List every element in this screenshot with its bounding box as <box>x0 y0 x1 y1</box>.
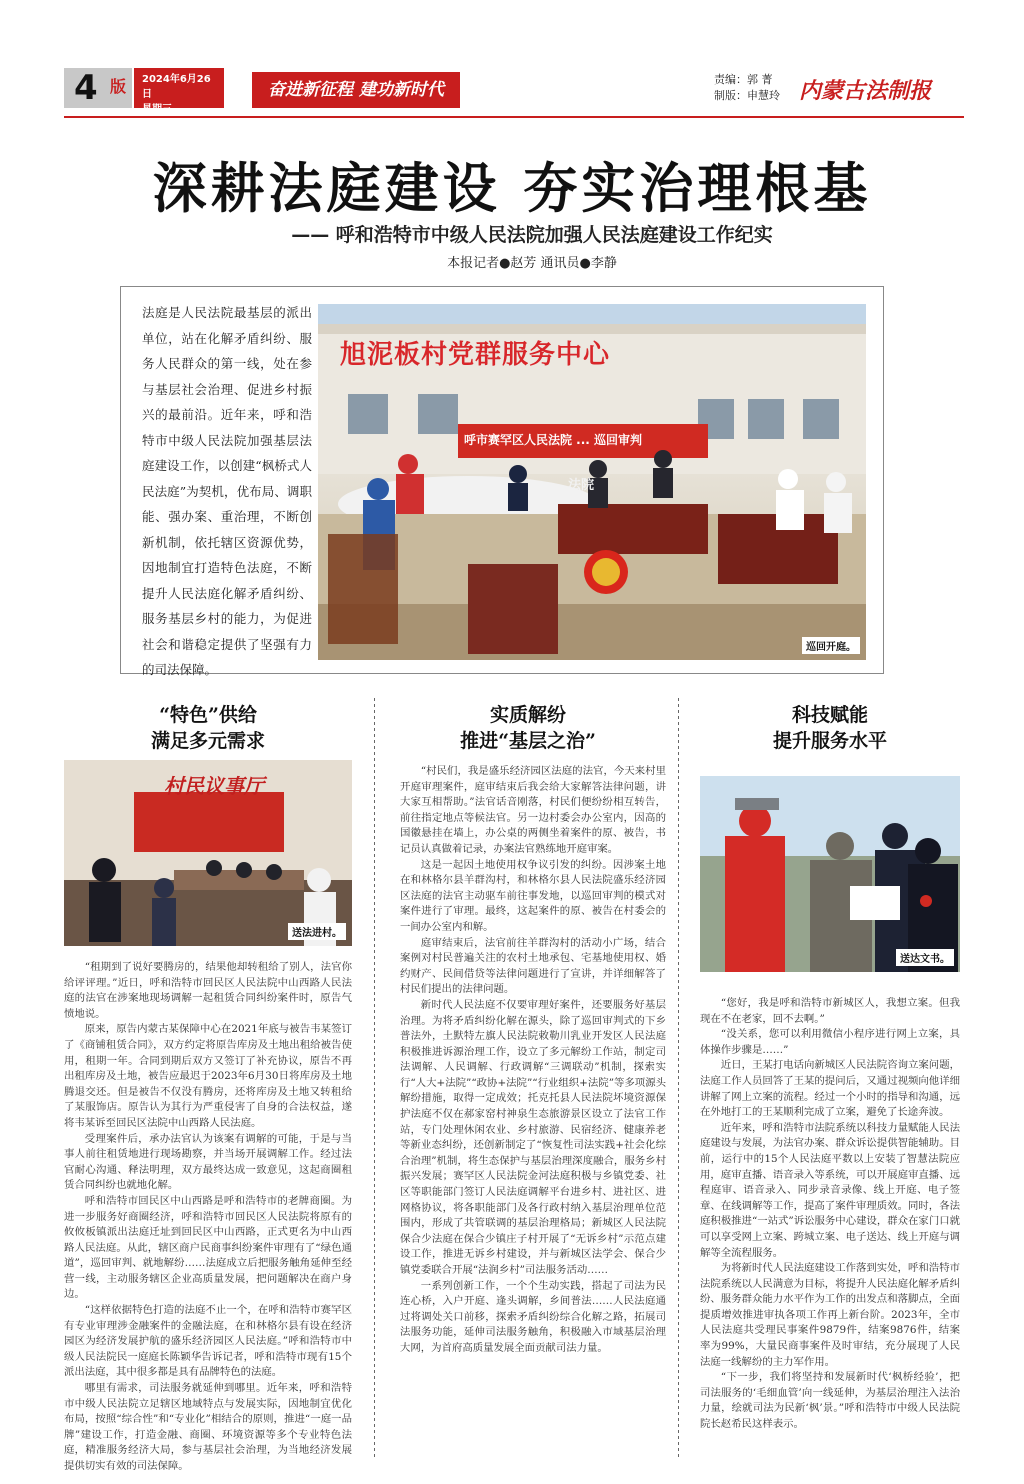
editor-name: 责编：郭 菁 <box>714 73 773 86</box>
page-number: 4 <box>74 68 98 108</box>
article-byline: 本报记者●赵芳 通讯员●李静 <box>447 256 617 271</box>
column-divider-2 <box>678 698 679 1458</box>
paragraph: “租期到了说好要腾房的，结果他却转租给了别人，法官你给评评理。”近日，呼和浩特市回民区人民法院中山西路人民法庭的法官在涉案地现场调解一起租赁合同纠纷案件时，原告气愤地说。 <box>64 961 352 1020</box>
article-subtitle: —— 呼和浩特市中级人民法院加强人民法庭建设工作纪实 <box>291 224 773 246</box>
section-heading-line1: 实质解纷 <box>489 704 566 726</box>
photo-hall-sign: 村民议事厅 <box>164 774 264 798</box>
producer-name: 制版：申慧玲 <box>714 89 780 102</box>
section-heading-resolution <box>390 702 666 754</box>
header-rule <box>64 116 964 118</box>
section-heading-technology <box>700 702 960 754</box>
page-suffix: 版 <box>110 77 127 96</box>
section-heading-line2: 推进“基层之治” <box>460 730 596 752</box>
photo-circuit-trial <box>318 304 866 660</box>
paragraph: “没关系，您可以利用微信小程序进行网上立案，具体操作步骤是……” <box>700 1028 960 1056</box>
section-body-special <box>64 960 352 1475</box>
paragraph: 受理案件后，承办法官认为该案有调解的可能，于是与当事人前往租赁地进行现场勘察，并当场开展调解工作。经过法官耐心沟通、释法明理，双方最终达成一致意见，这起商圈租赁合同纠纷也就地化解。 <box>64 1132 352 1192</box>
paragraph: “村民们，我是盛乐经济园区法庭的法官，今天来村里开庭审理案件，庭审结束后我会给大家解答法律问题，讲大家互相帮助。”法官话音刚落，村民们便纷纷相互转告，前往指定地点等候法官。另一边村委会办公室内，因高的国徽悬挂在墙上，办公桌的两侧坐着案件的原、被告，书记员认真做着记录，办案法官熟练地开庭审案。 <box>400 765 666 855</box>
section-heading-line2: 提升服务水平 <box>772 730 887 752</box>
intro-text: 法庭是人民法院最基层的派出单位，站在化解矛盾纠纷、服务人民群众的第一线，处在参与基层社会治理、促进乡村振兴的最前沿。近年来，呼和浩特市中级人民法院加强基层法庭建设工作，以创建“枫桥式人民法庭”为契机，优布局、调职能、强办案、重治理，不断创新机制，依托辖区资源优势，因地制宜打造特色法庭，不断提升人民法庭化解矛盾纠纷、服务基层乡村的能力，为促进社会和谐稳定提供了坚强有力的司法保障。 <box>142 305 312 677</box>
paragraph: 一系列创新工作，一个个生动实践，搭起了司法为民连心桥，入户开庭、逢头调解，乡间普法……人民法庭通过将调处关口前移，探索矛盾纠纷综合化解之路，拓展司法服务功能，延伸司法服务触角，积极融入市域基层治理大网，为首府高质量发展全面贡献司法力量。 <box>400 1279 666 1354</box>
paragraph: 近日，王某打电话向新城区人民法院咨询立案问题，法庭工作人员回答了王某的提问后，又通过视频向他详细讲解了网上立案的流程。经过一个小时的指导和沟通，远在外地打工的王某顺利完成了立案，避免了长途奔波。 <box>700 1059 960 1119</box>
section-heading-line2: 满足多元需求 <box>150 730 265 752</box>
newspaper-logo: 内蒙古法制报 <box>799 78 932 104</box>
photo-caption-document-delivery: 送达文书。 <box>896 949 954 966</box>
paragraph: “您好，我是呼和浩特市新城区人，我想立案。但我现在不在老家，回不去啊。” <box>700 997 960 1025</box>
paragraph: 为将新时代人民法庭建设工作落到实处，呼和浩特市法院系统以人民满意为目标，将提升人民法庭化解矛盾纠纷、服务群众能力水平作为工作的出发点和落脚点，全面提质增效推进审执各项工作再上新台阶。2023年，全市人民法庭共受理民事案件9879件，结案9876件，结案率为99%，大量民商事案件及时审结，充分展现了人民法庭一线解纷的主力军作用。 <box>700 1262 960 1368</box>
photo-document-delivery <box>700 776 960 972</box>
article-title: 深耕法庭建设 夯实治理根基 <box>152 156 872 220</box>
page-number-box <box>64 68 132 108</box>
paragraph: 新时代人民法庭不仅要审理好案件，还要服务好基层治理。为将矛盾纠纷化解在源头，除了巡回审判式的下乡普法外，土默特左旗人民法院敕勒川乳业开发区人民法庭积极推进诉源治理工作，设立了多元解纷工作站，制定司法调解、人民调解、行政调解“三调联动”机制，探索实行“人大+法院”“政协+法院”“行业组织+法院”等多项源头解纷措施，取得一定成效；托克托县人民法院坏境资源保护法庭不仅在郝家窑村神泉生态旅游景区设立了法官工作站，专门处理休闲农业、乡村旅游、民宿经济、健康养老等新业态纠纷，还创新制定了“恢复性司法实践+社会化综合治理”机制，将生态保护与基层治理深度融合，服务乡村振兴发展；赛罕区人民法院金河法庭积极与乡镇党委、社区等职能部门签订人民法庭调解平台进乡村、进社区、进网格协议，将各职能部门及各行政村纳入基层治理单位范围内，形成了共管联调的基层治理格局；新城区人民法院保合少法庭在保合少镇庄子村开展了“无诉乡村”示范点建设工作，推进无诉乡村建设，并与新城区法学会、保合少镇党委联合开展“法润乡村”司法服务活动…… <box>400 998 666 1276</box>
section-body-technology <box>700 996 960 1433</box>
section-heading-special <box>64 702 352 754</box>
paragraph: 呼和浩特市回民区中山西路是呼和浩特市的老牌商圈。为进一步服务好商圈经济，呼和浩特市回民区人民法院将原有的攸攸板镇派出法庭迁址到回民区中山西路，正式更名为中山西路人民法庭。从此，辖区商户民商事纠纷案件审理有了“绿色通道”，巡回审判、就地解纷……法庭成立后把服务触角延伸至经营一线，主动服务辖区企业高质量发展，把问题解决在商户身边。 <box>64 1194 352 1301</box>
page-header <box>64 68 964 115</box>
issue-date-box <box>134 68 224 115</box>
section-heading-line1: “特色”供给 <box>159 704 257 726</box>
section-heading-line1: 科技赋能 <box>791 704 868 726</box>
paragraph: 这是一起因土地使用权争议引发的纠纷。因涉案土地在和林格尔县羊群沟村，和林格尔县人民法院盛乐经济园区法庭的法官主动驱车前往事发地，以巡回审判的模式对案件进行了审理。最终，这起案件的原、被告在村委会的一间办公室内和解。 <box>400 858 666 933</box>
photo-law-to-village <box>64 760 352 946</box>
section-body-resolution <box>400 764 666 1357</box>
paragraph: 近年来，呼和浩特市法院系统以科技力量赋能人民法庭建设与发展，为法官办案、群众诉讼提供智能辅助。目前，运行中的15个人民法庭平数以上安装了智慧法院应用，庭审直播、语音录入等系统，可以开展庭审直播、远程庭审、语音录入、同步录音录像、线上开庭、电子签章、在线调解等工作，提高了案件审理质效。同时，各法庭积极推进“一站式”诉讼服务中心建设，群众在家门口就可以享受网上立案、跨城立案、电子送达、线上开庭与调解等全流程服务。 <box>700 1121 960 1259</box>
column-slogan: 奋进新征程 建功新时代 <box>252 72 460 108</box>
paragraph: “下一步，我们将坚持和发展新时代‘枫桥经验’，把司法服务的‘毛细血管’向一线延伸，为基层治理注入法治力量，绘就司法为民新‘枫’景。”呼和浩特市中级人民法院院长赵希民这样表示。 <box>700 1371 960 1431</box>
issue-weekday: 星期三 <box>142 104 172 115</box>
column-divider-1 <box>374 698 375 1458</box>
editor-credits <box>714 72 780 104</box>
paragraph: “这样依据特色打造的法庭不止一个，在呼和浩特市赛罕区有专业审理涉金融案件的金融法庭，在和林格尔县有设在经济园区为经济发展护航的盛乐经济园区人民法庭。”呼和浩特市中级人民法院民一庭庭长陈颖华告诉记者，呼和浩特市现有15个派出法庭，其中很多都是具有品牌特色的法庭。 <box>64 1304 352 1379</box>
photo-court-sign: 法院 <box>568 478 595 493</box>
photo-building-sign: 旭泥板村党群服务中心 <box>340 340 611 370</box>
paragraph: 原来，原告内蒙古某保障中心在2021年底与被告韦某签订了《商铺租赁合同》，双方约定将原告库房及土地出租给被告使用，租期一年。合同到期后双方又签订了补充协议，原告不再出租库房及土地，被告应最迟于2023年6月30日将库房及土地腾退交还。但是被告不仅没有腾房，还将库房及土地又转租给了某服饰店。原告认为其行为严重侵害了自身的合法权益，遂将韦某诉至回民区法院中山西路人民法庭。 <box>64 1023 352 1129</box>
photo-court-banner: 呼市赛罕区人民法院 ... 巡回审判 <box>464 433 643 447</box>
paragraph: 哪里有需求，司法服务就延伸到哪里。近年来，呼和浩特市中级人民法院立足辖区地域特点与发展实际，因地制宜优化布局，按照“综合性”和“专业化”相结合的原则，推进“一庭一品牌”建设工作，打造金融、商圈、环境资源等多个专业特色法庭，精准服务经济大局，参与基层社会治理，为当地经济发展提供切实有效的司法保障。 <box>64 1382 352 1472</box>
photo-caption-circuit-trial: 巡回开庭。 <box>802 637 860 654</box>
issue-date: 2024年6月26日 <box>142 74 211 100</box>
paragraph: 庭审结束后，法官前往羊群沟村的活动小广场，结合案例对村民普遍关注的农村土地承包、宅基地使用权、婚约财产、民间借贷等法律问题进行了宣讲，并详细解答了村民们提出的法律问题。 <box>400 936 666 996</box>
photo-document-delivery-illustration <box>700 776 960 972</box>
photo-caption-law-to-village: 送法进村。 <box>288 923 346 940</box>
